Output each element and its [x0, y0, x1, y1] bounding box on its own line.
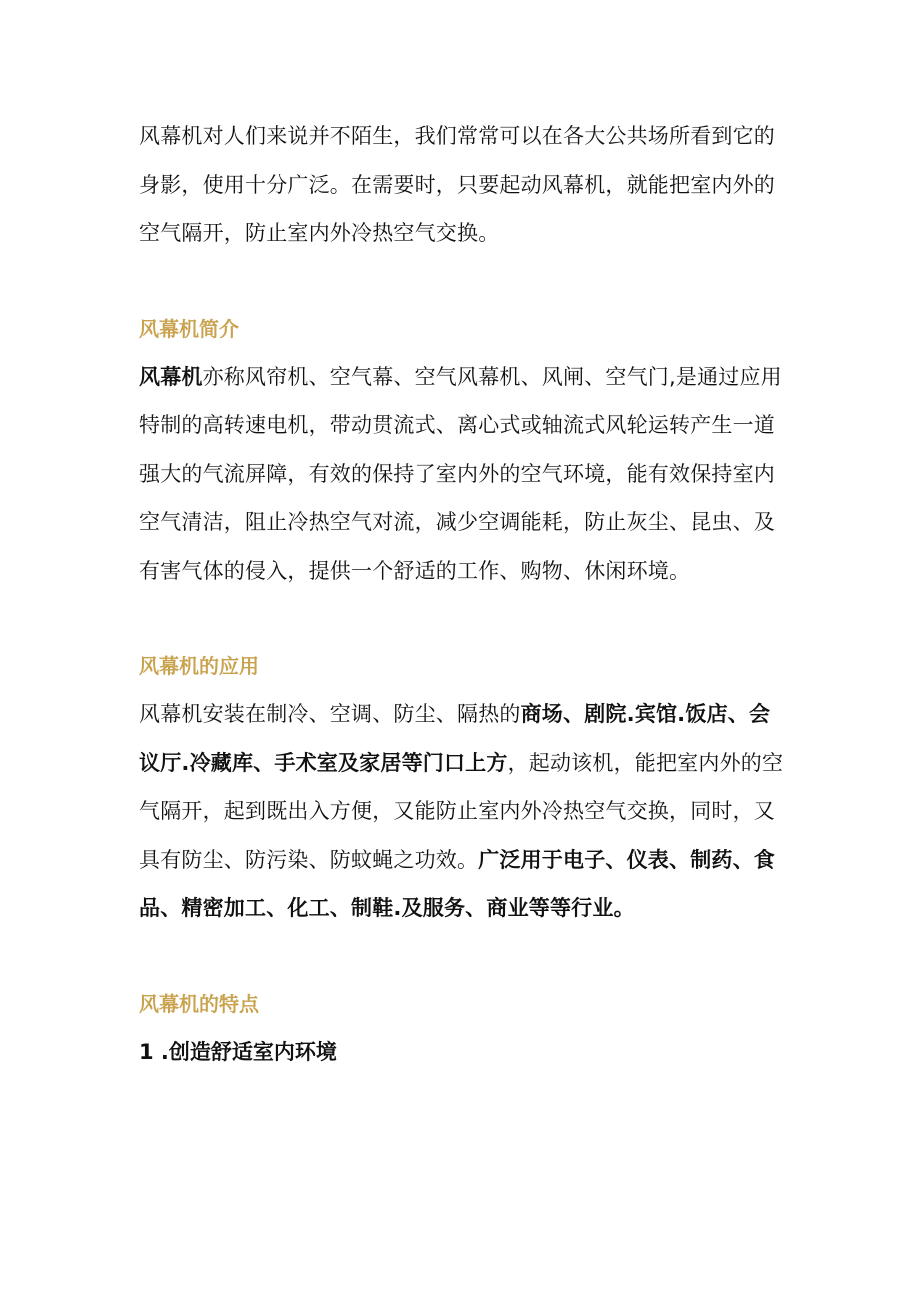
spacer — [139, 933, 784, 980]
intro-text: 风幕机对人们来说并不陌生，我们常常可以在各大公共场所看到它的身影，使用十分广泛。在需要时，只要起动风幕机，就能把室内外的空气隔开，防止室内外冷热空气交换。 — [139, 124, 775, 245]
spacer — [139, 595, 784, 642]
section-paragraph-intro — [139, 353, 784, 596]
bold-term: 风幕机 — [139, 364, 203, 389]
feature-item: 1 .创造舒适室内环境 — [139, 1039, 337, 1064]
spacer — [139, 258, 784, 305]
section-heading-features: 风幕机的特点 — [139, 991, 259, 1016]
bold-places: 商场、剧院.宾馆.饭店、会议厅.冷藏库、手术室及家居等门口上方 — [139, 702, 771, 775]
paragraph-text: ，起动该机，能把室内外的空气隔开，起到既出入方便，又能防止室内外冷热空气交换，同时，又具有防尘、防污染、防蚊蝇之功效。 — [139, 750, 784, 872]
bold-industries: 广泛用于电子、仪表、制药、食品、精密加工、化工、制鞋.及服务、商业等等行业。 — [139, 847, 776, 920]
section-heading-application: 风幕机的应用 — [139, 654, 259, 678]
paragraph-text: 风幕机安装在制冷、空调、防尘、隔热的 — [139, 702, 521, 726]
section-paragraph-application — [139, 690, 784, 933]
paragraph-text: 亦称风帘机、空气幕、空气风幕机、风闸、空气门,是通过应用特制的高转速电机，带动贯流式、离心式或轴流式风轮运转产生一道强大的气流屏障，有效的保持了室内外的空气环境，能有效保持室内空气清洁，阻止冷热空气对流，减少空调能耗，防止灰尘、昆虫、及有害气体的侵入，提供一个舒适的工作、购物、休闲环境。 — [139, 364, 782, 583]
section-heading-intro: 风幕机简介 — [139, 316, 239, 341]
intro-paragraph — [139, 112, 784, 258]
document-page — [139, 112, 784, 1076]
